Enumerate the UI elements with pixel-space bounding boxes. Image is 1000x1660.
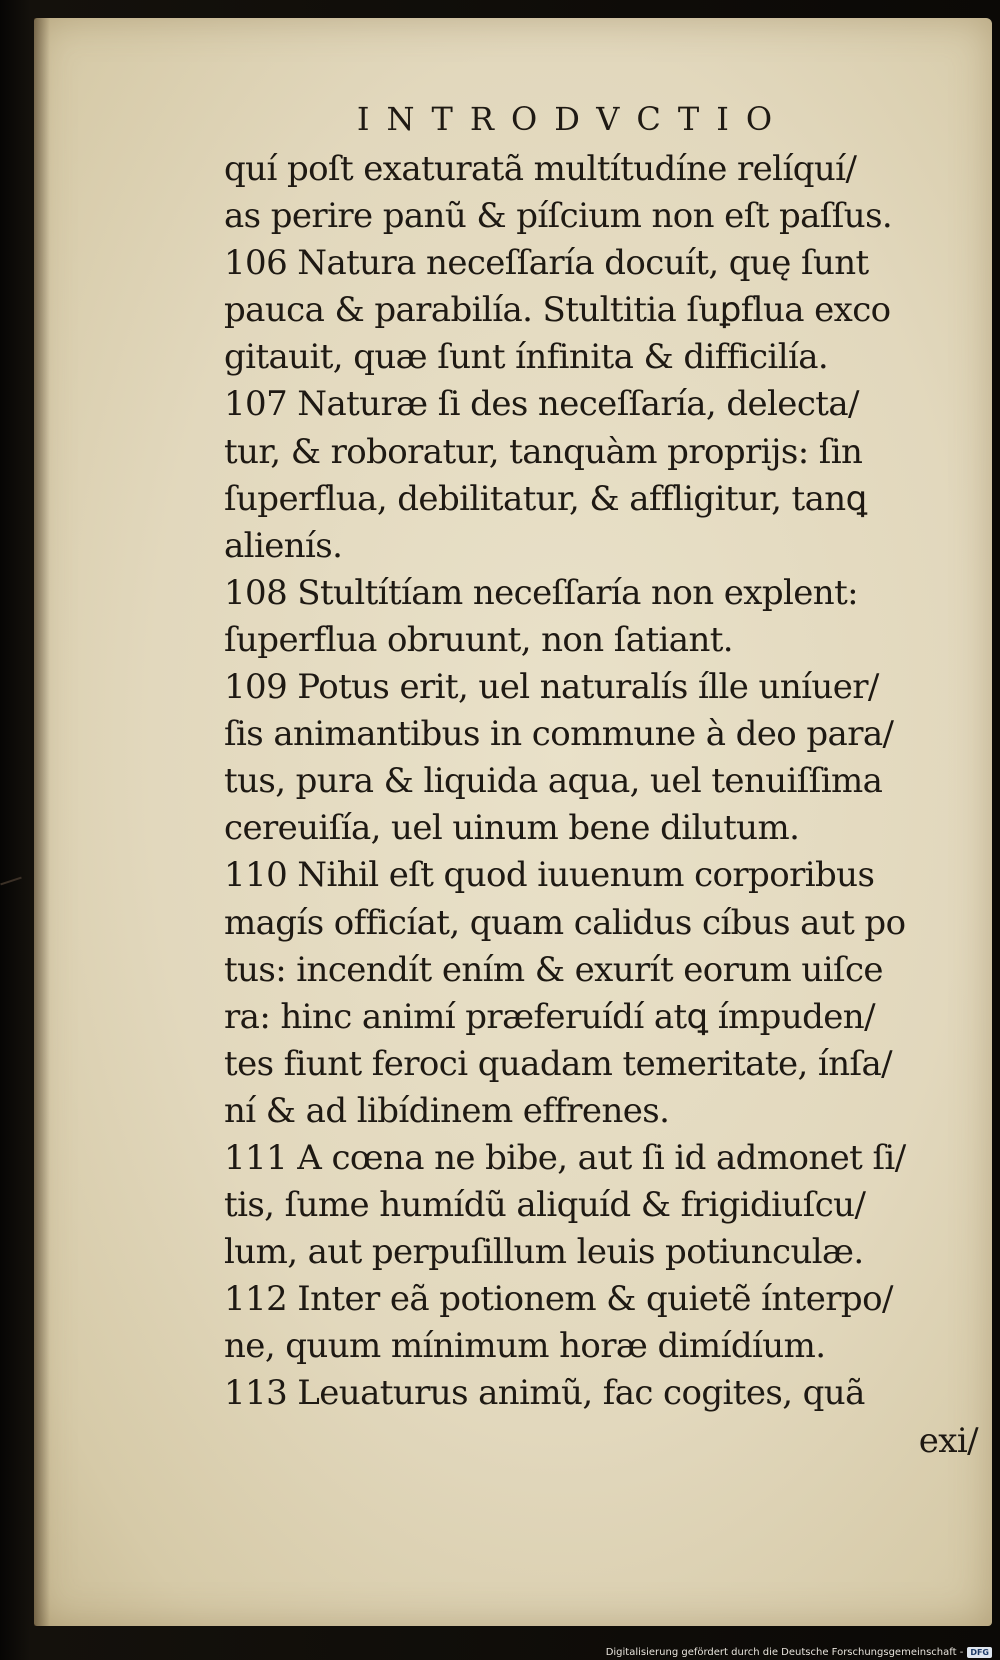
running-header: INTRODVCTIO xyxy=(356,100,790,138)
text-line: ne, quum mínimum horæ dimídíum. xyxy=(224,1326,826,1367)
text-line: tur, & roboratur, tanquàm proprijs: ſin xyxy=(224,431,863,472)
text-line: pauca & parabilía. Stultitia ſuꝑflua exco xyxy=(224,290,891,331)
text-line: ra: hinc animí præferuídí atꝗ ímpuden/ xyxy=(224,996,875,1037)
text-line: 111 A cœna ne bibe, aut ſi id admonet ſi/ xyxy=(224,1137,906,1178)
text-line: 107 Naturæ ſi des neceſſaría, delecta/ xyxy=(224,384,859,425)
text-line: ſuperflua obruunt, non ſatiant. xyxy=(224,619,734,660)
text-line: 109 Potus erit, uel naturalís ílle uníuer/ xyxy=(224,667,879,708)
text-line: tus, pura & liquida aqua, uel tenuiſſima xyxy=(224,761,883,802)
footer-credit xyxy=(606,1647,992,1658)
catchword: exi/ xyxy=(918,1420,978,1461)
text-line: magís officíat, quam calidus cíbus aut po xyxy=(224,902,906,943)
text-line: 113 Leuaturus animũ, fac cogites, quã xyxy=(224,1373,865,1414)
dfg-logo: DFG xyxy=(967,1647,992,1658)
text-line: 110 Nihil eſt quod iuuenum corporibus xyxy=(224,855,875,896)
text-line: 106 Natura neceſſaría docuít, quę ſunt xyxy=(224,243,869,284)
text-line: ní & ad libídinem effrenes. xyxy=(224,1090,670,1131)
text-line: tus: incendít ením & exurít eorum uiſce xyxy=(224,949,883,990)
text-line: lum, aut perpuſillum leuis potiunculæ. xyxy=(224,1232,864,1273)
page-gutter-shadow xyxy=(34,18,50,1626)
text-line: alienís. xyxy=(224,525,343,566)
text-line: gitauit, quæ ſunt ínfinita & difficilía. xyxy=(224,337,829,378)
text-line: ſuperflua, debilitatur, & affligitur, tanꝗ xyxy=(224,478,867,519)
text-block xyxy=(224,146,984,1465)
text-line: cereuiſía, uel uinum bene dilutum. xyxy=(224,808,800,849)
text-line: tis, ſume humídũ aliquíd & frigidiuſcu/ xyxy=(224,1185,866,1226)
text-line: as perire panũ & píſcium non eſt paſſus. xyxy=(224,196,893,237)
book-page xyxy=(34,18,992,1626)
text-line: tes fiunt feroci quadam temeritate, ínſa/ xyxy=(224,1043,893,1084)
text-line: quí poſt exaturatã multítudíne relíquí/ xyxy=(224,149,857,189)
text-line: 112 Inter eã potionem & quietẽ ínterpo/ xyxy=(224,1279,893,1320)
funding-credit-text: Digitalisierung gefördert durch die Deutsche Forschungsgemeinschaft - xyxy=(605,1647,964,1658)
text-line: ſis animantibus in commune à deo para/ xyxy=(224,714,894,755)
text-line: 108 Stultítíam neceſſaría non explent: xyxy=(224,572,858,613)
